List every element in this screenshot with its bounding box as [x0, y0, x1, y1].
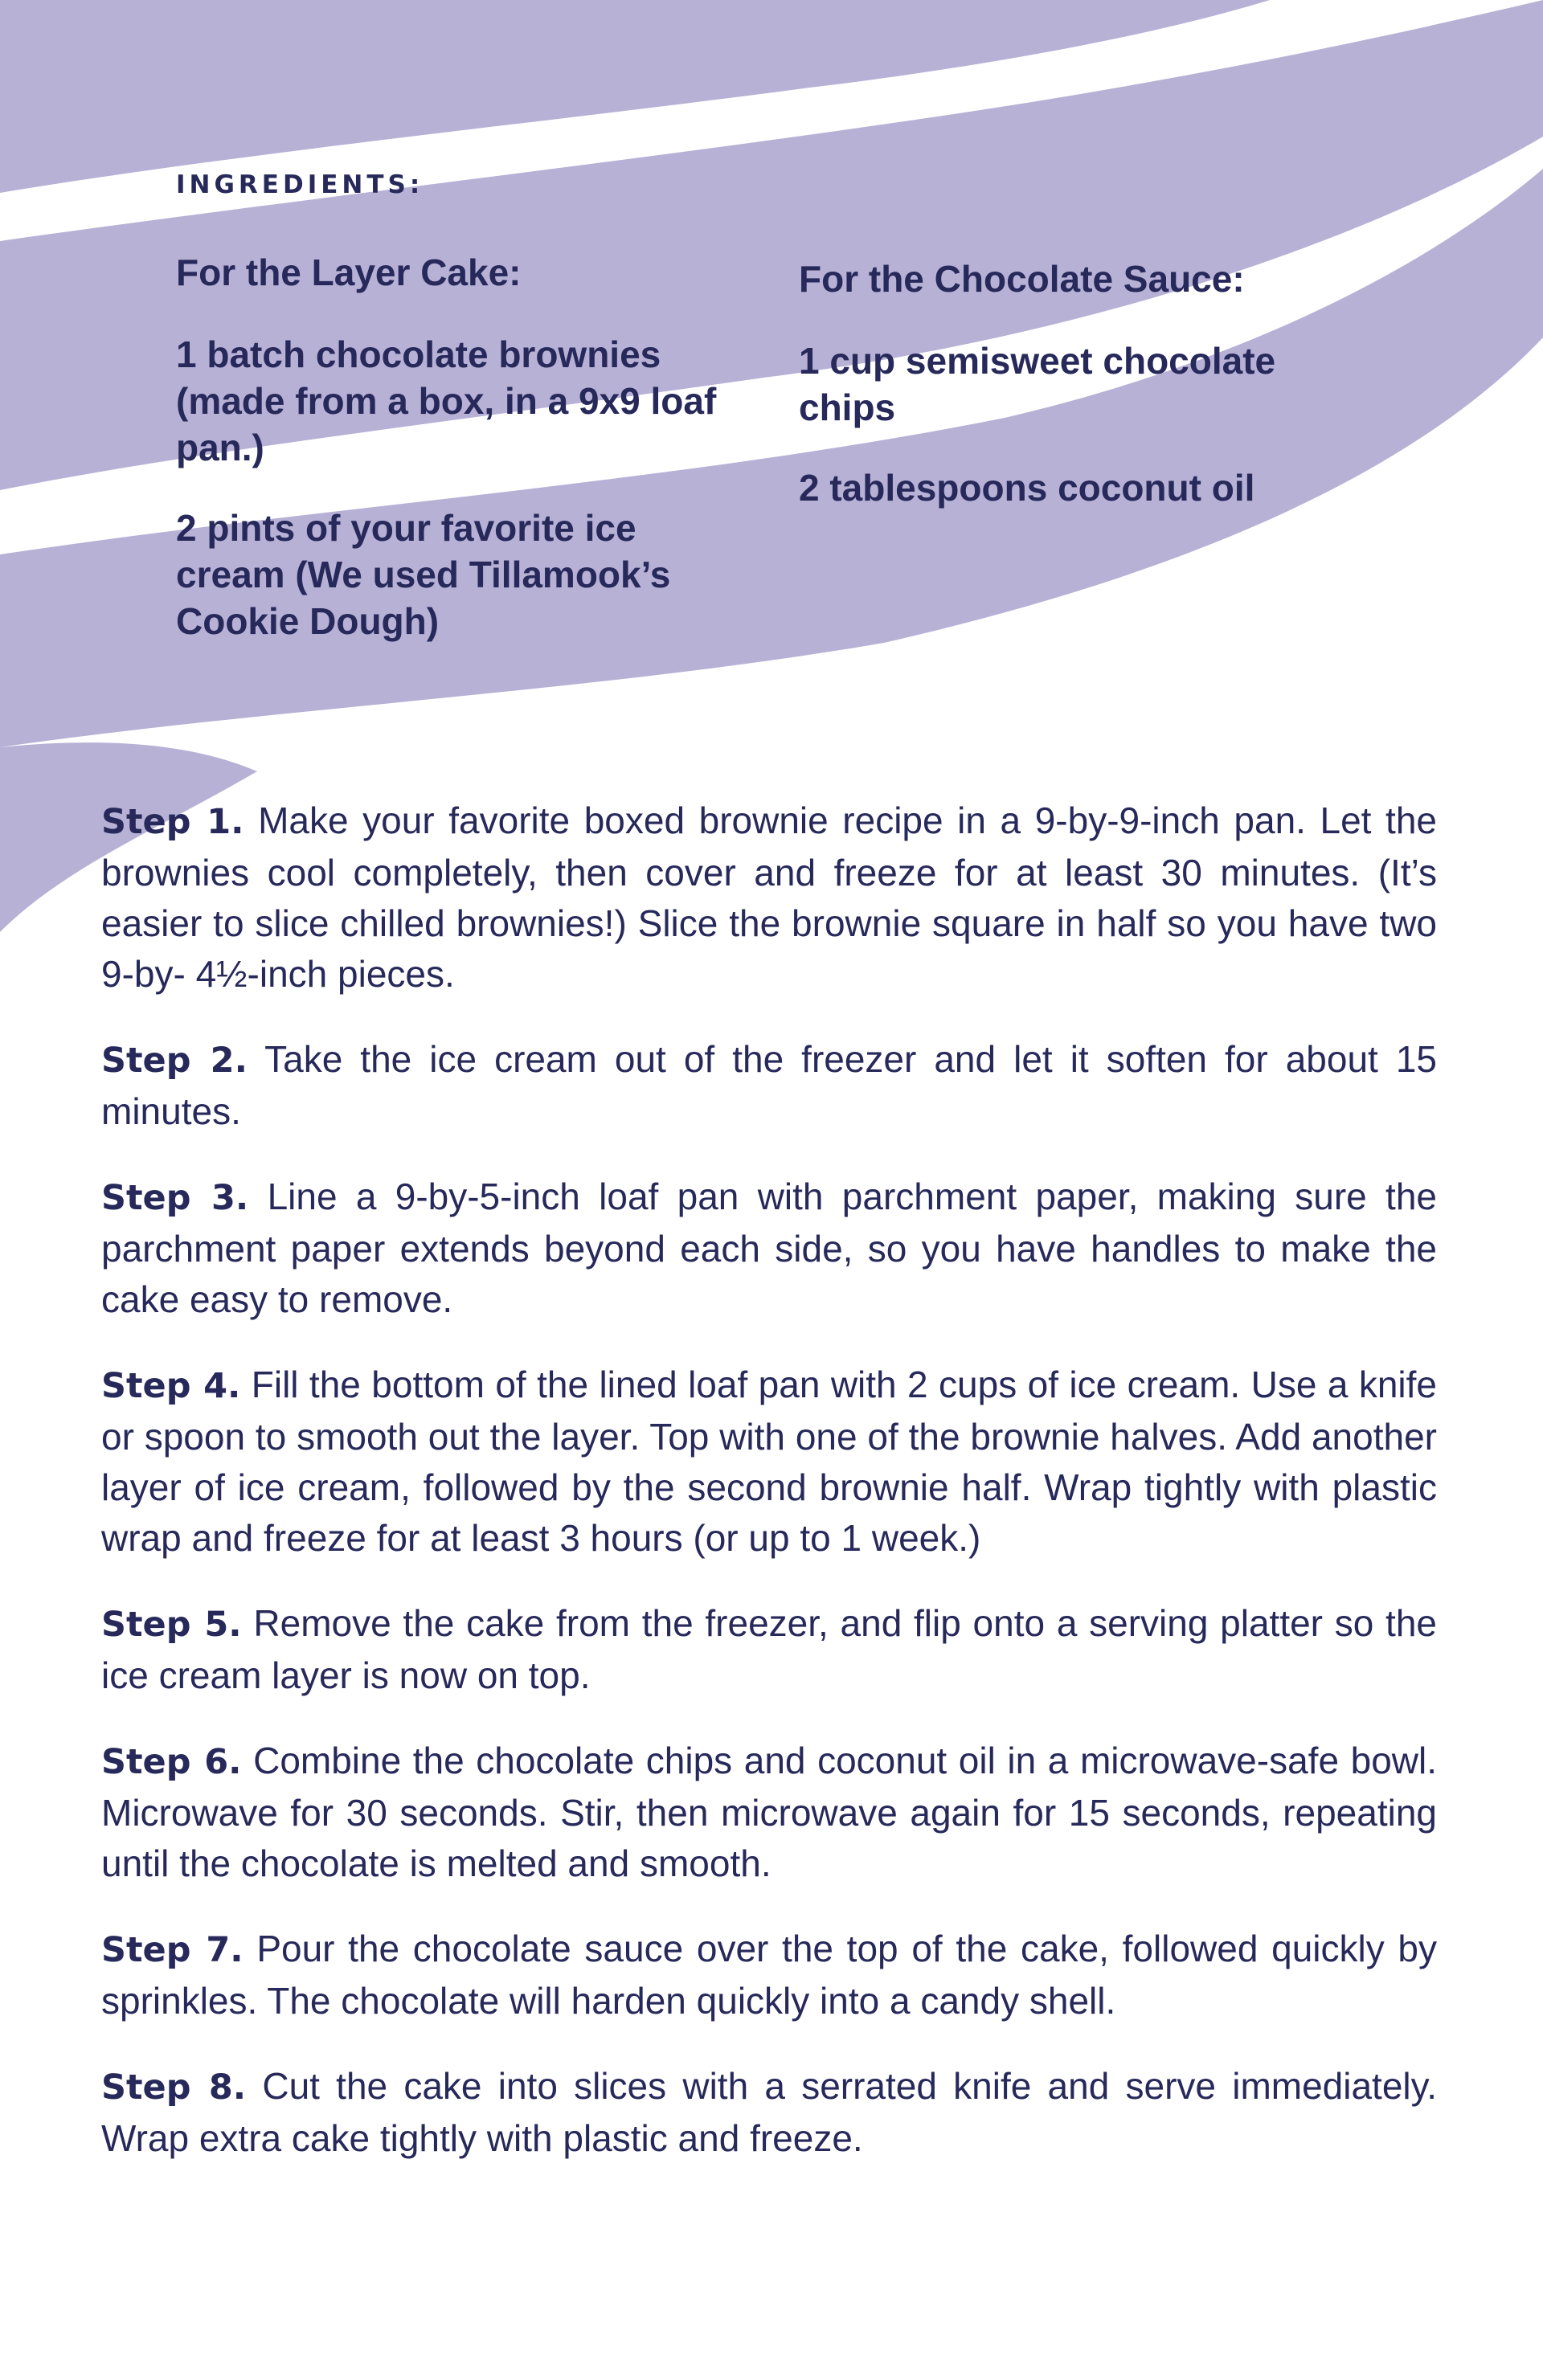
layer-cake-item: 1 batch chocolate brownies (made from a box, in a 9x9 loaf pan.)	[176, 333, 717, 468]
step-label: Step 6.	[101, 1742, 242, 1782]
instructions-section	[101, 795, 1437, 2198]
step-label: Step 8.	[101, 2067, 247, 2108]
step-label: Step 1.	[101, 802, 244, 842]
step-label: Step 2.	[101, 1041, 248, 1081]
step-text: Make your favorite boxed brownie recipe in a 9-by-9-inch pan. Let the brownies cool completely, then cover and freeze for at least 30 minutes. (It’s easier to slice chilled brownies!) Slice the brownie square in half so you have two 9-by- 4½-inch pieces.	[101, 799, 1437, 995]
chocolate-sauce-item: 1 cup semisweet chocolate chips	[799, 340, 1276, 428]
step-label: Step 7.	[101, 1930, 244, 1970]
step-text: Take the ice cream out of the freezer and let it soften for about 15 minutes.	[101, 1038, 1438, 1132]
step-1	[101, 795, 1437, 1000]
step-text: Fill the bottom of the lined loaf pan with 2 cups of ice cream. Use a knife or spoon to smooth out the layer. Top with one of the brownie halves. Add another layer of ice cream, followed by the second brownie half. Wrap tightly with plastic wrap and freeze for at least 3 hours (or up to 1 week.)	[101, 1364, 1437, 1559]
step-7	[101, 1924, 1437, 2026]
step-text: Combine the chocolate chips and coconut oil in a microwave-safe bowl. Microwave for 30 seconds. Stir, then microwave again for 15 seconds, repeating until the chocolate is melted and smooth.	[101, 1740, 1437, 1884]
step-3	[101, 1172, 1437, 1325]
layer-cake-item: 2 pints of your favorite ice cream (We used Tillamook’s Cookie Dough)	[176, 507, 671, 642]
step-label: Step 5.	[101, 1605, 242, 1645]
step-4	[101, 1360, 1437, 1564]
chocolate-sauce-item: 2 tablespoons coconut oil	[799, 467, 1255, 509]
step-text: Remove the cake from the freezer, and flip onto a serving platter so the ice cream layer is now on top.	[101, 1602, 1437, 1696]
step-text: Cut the cake into slices with a serrated knife and serve immediately. Wrap extra cake tightly with plastic and freeze.	[101, 2065, 1438, 2159]
layer-cake-column	[176, 249, 739, 678]
chocolate-sauce-column	[799, 256, 1377, 545]
step-8	[101, 2061, 1437, 2164]
step-label: Step 4.	[101, 1366, 241, 1406]
layer-cake-title: For the Layer Cake:	[176, 251, 522, 293]
step-text: Pour the chocolate sauce over the top of the cake, followed quickly by sprinkles. The chocolate will harden quickly into a candy shell.	[101, 1928, 1438, 2022]
ingredients-heading: INGREDIENTS:	[176, 170, 424, 199]
step-6	[101, 1736, 1437, 1889]
step-2	[101, 1034, 1437, 1137]
step-label: Step 3.	[101, 1178, 249, 1218]
step-text: Line a 9-by-5-inch loaf pan with parchment paper, making sure the parchment paper extends beyond each side, so you have handles to make the cake easy to remove.	[101, 1176, 1438, 1320]
step-5	[101, 1598, 1437, 1701]
chocolate-sauce-title: For the Chocolate Sauce:	[799, 258, 1245, 300]
ingredients-section	[0, 0, 1543, 723]
